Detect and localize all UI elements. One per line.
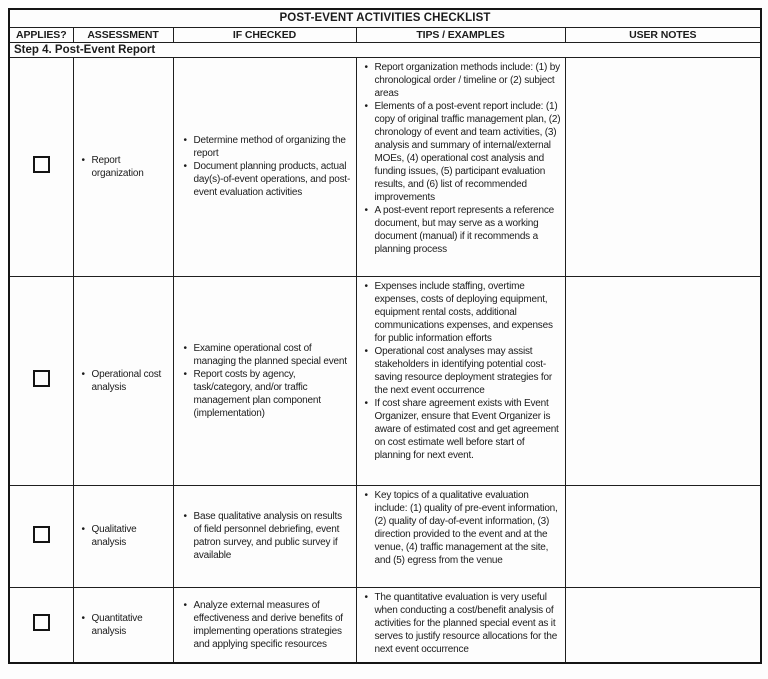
bullet-item: • Document planning products, actual day(s)-of-event operations, and post-event evaluation activities (182, 160, 352, 199)
if-checked-list (182, 342, 352, 420)
tips-cell (356, 57, 565, 276)
tips-list (363, 489, 561, 567)
column-header-row (9, 27, 761, 42)
bullet-item: • The quantitative evaluation is very useful when conducting a cost/benefit analysis of activities for the planned special event as it serves to justify resource allocations for the next event occurrence (363, 591, 561, 656)
bullet-item: • Expenses include staffing, overtime expenses, costs of deploying equipment, equipment rental costs, additional communications expenses, and expenses for public information efforts (363, 280, 561, 345)
user-notes-cell (565, 485, 761, 587)
applies-cell (9, 276, 73, 485)
section-header: Step 4. Post-Event Report (9, 42, 761, 57)
bullet-item: • Report organization methods include: (1) by chronological order / timeline or (2) subject areas (363, 61, 561, 100)
if-checked-list (182, 134, 352, 199)
bullet-item: • Report costs by agency, task/category, and/or traffic management plan component (implementation) (182, 368, 352, 420)
assessment-cell (73, 485, 173, 587)
applies-cell (9, 57, 73, 276)
tips-cell (356, 587, 565, 663)
col-header-assessment: ASSESSMENT (73, 27, 173, 42)
tips-cell (356, 485, 565, 587)
assessment-label: • Report organization (80, 154, 169, 180)
table-row (9, 485, 761, 587)
user-notes-cell (565, 587, 761, 663)
col-header-if-checked: IF CHECKED (173, 27, 356, 42)
bullet-item: • Base qualitative analysis on results of field personnel debriefing, event patron survey, and public survey if available (182, 510, 352, 562)
applies-cell (9, 485, 73, 587)
if-checked-cell (173, 485, 356, 587)
assessment-cell (73, 276, 173, 485)
title-row (9, 9, 761, 27)
applies-checkbox[interactable] (33, 526, 50, 543)
if-checked-list (182, 599, 352, 651)
if-checked-cell (173, 276, 356, 485)
bullet-item: • Operational cost analyses may assist stakeholders in identifying potential cost-saving resource deployment strategies for the next event occurrence (363, 345, 561, 397)
if-checked-cell (173, 587, 356, 663)
bullet-item: • If cost share agreement exists with Event Organizer, ensure that Event Organizer is aware of estimated cost and get agreement on cost estimate well before start of planning for next event. (363, 397, 561, 462)
tips-list (363, 61, 561, 256)
assessment-cell (73, 57, 173, 276)
tips-list (363, 591, 561, 656)
section-header-row (9, 42, 761, 57)
bullet-item: • Key topics of a qualitative evaluation include: (1) quality of pre-event information, (2) quality of day-of-event information, (3) direction provided to the event and at the venue, (4) traffic management at the site, and (5) egress from the venue (363, 489, 561, 567)
table-row (9, 587, 761, 663)
assessment-label: • Qualitative analysis (80, 523, 169, 549)
applies-checkbox[interactable] (33, 614, 50, 631)
table-title: POST-EVENT ACTIVITIES CHECKLIST (9, 9, 761, 27)
col-header-applies: APPLIES? (9, 27, 73, 42)
assessment-cell (73, 587, 173, 663)
applies-checkbox[interactable] (33, 156, 50, 173)
col-header-tips: TIPS / EXAMPLES (356, 27, 565, 42)
col-header-user-notes: USER NOTES (565, 27, 761, 42)
bullet-item: • Determine method of organizing the report (182, 134, 352, 160)
table-row (9, 57, 761, 276)
if-checked-cell (173, 57, 356, 276)
table-row (9, 276, 761, 485)
tips-list (363, 280, 561, 462)
user-notes-cell (565, 276, 761, 485)
applies-cell (9, 587, 73, 663)
assessment-label: • Operational cost analysis (80, 368, 169, 394)
if-checked-list (182, 510, 352, 562)
checklist-table (8, 8, 762, 664)
tips-cell (356, 276, 565, 485)
bullet-item: • Elements of a post-event report include: (1) copy of original traffic management plan, (2) chronology of event and team activities, (3) analysis and summary of internal/external MOEs, (4) operational cost analysis and funding issues, (5) participant evaluation results, and (6) list of recommended improvements (363, 100, 561, 204)
assessment-label: • Quantitative analysis (80, 612, 169, 638)
applies-checkbox[interactable] (33, 370, 50, 387)
bullet-item: • Analyze external measures of effectiveness and derive benefits of implementing operations strategies and applying specific resources (182, 599, 352, 651)
bullet-item: • A post-event report represents a reference document, but may serve as a working document (manual) if it recommends a planning process (363, 204, 561, 256)
user-notes-cell (565, 57, 761, 276)
bullet-item: • Examine operational cost of managing the planned special event (182, 342, 352, 368)
